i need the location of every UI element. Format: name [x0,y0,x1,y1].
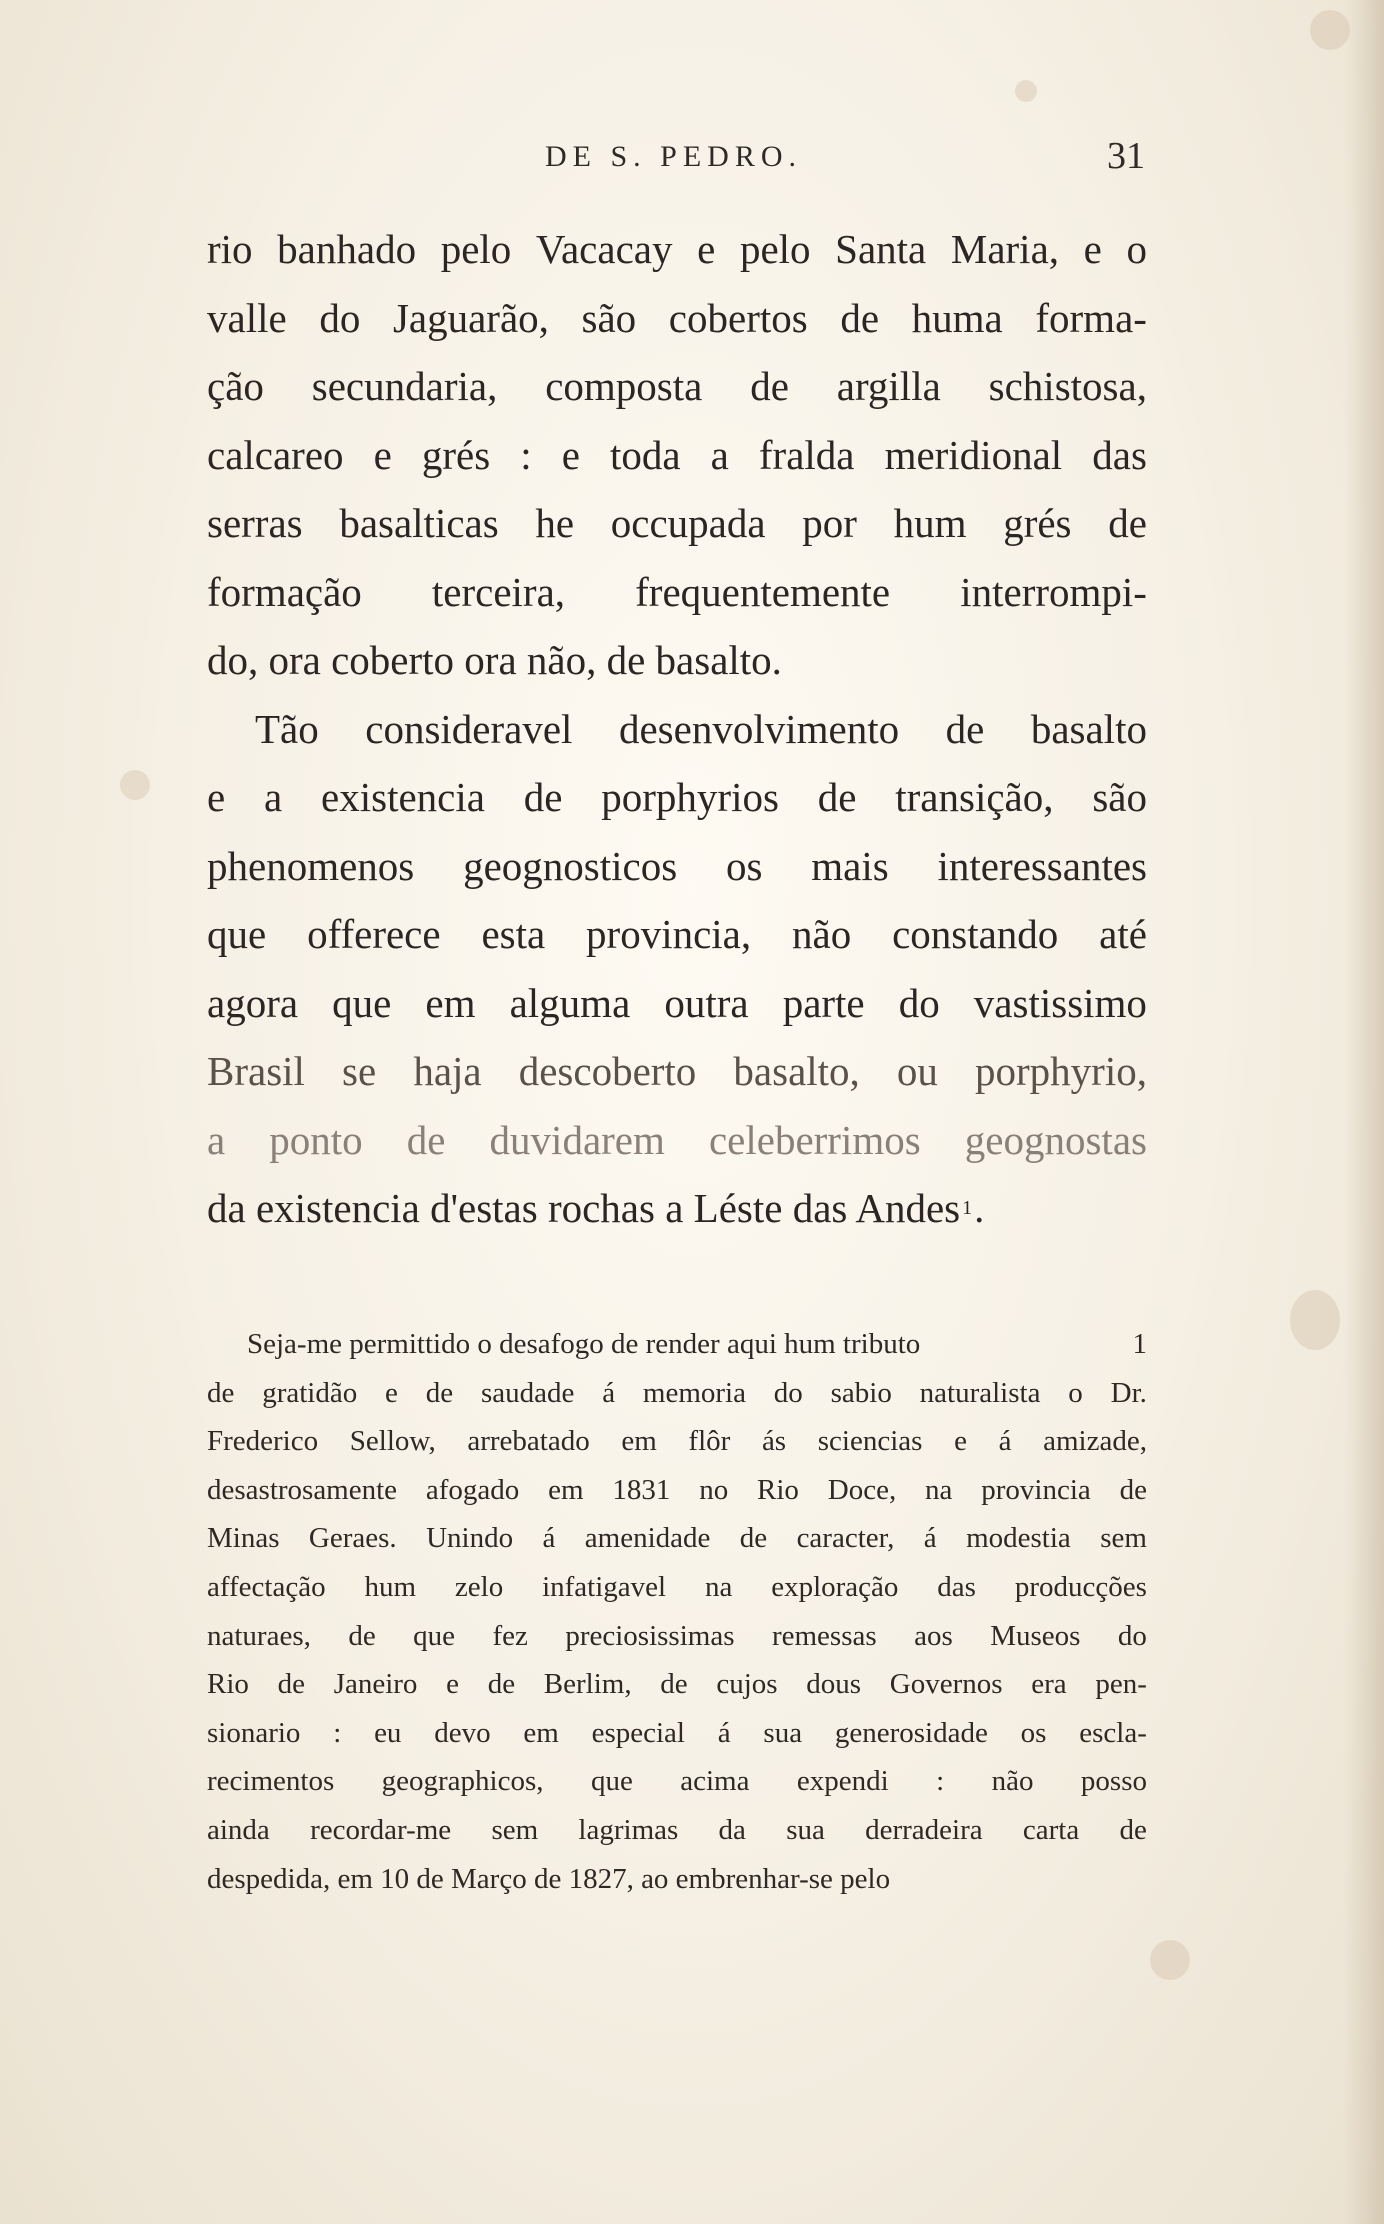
text-line: phenomenos geognosticos os mais interessantes [207,842,1147,889]
text-line: valle do Jaguarão, são cobertos de huma forma- [207,294,1147,341]
text-line: da existencia d'estas rochas a Léste das Andes 1 . [207,1174,1147,1243]
text-line: a ponto de duvidarem celeberrimos geognostas [207,1116,1147,1163]
text-line: agora que em alguma outra parte do vastissimo [207,979,1147,1026]
footnote-line: Frederico Sellow, arrebatado em flôr ás sciencias e á amizade, [207,1425,1147,1458]
foxing-spot [1310,10,1350,50]
footnote-reference: 1 [962,1197,973,1219]
text-line: Brasil se haja descoberto basalto, ou porphyrio, [207,1048,1147,1094]
text-line: ção secundaria, composta de argilla schistosa, [207,363,1147,409]
text-line: rio banhado pelo Vacacay e pelo Santa Maria, e o [207,226,1147,272]
text-line: calcareo e grés : e toda a fralda meridional das [207,431,1147,478]
text-line: Tão consideravel desenvolvimento de basalto [255,705,1147,752]
footnote-line: sionario : eu devo em especial á sua generosidade os escla- [207,1716,1147,1749]
footnote-line: naturaes, de que fez preciosissimas remessas aos Museos do [207,1619,1147,1652]
foxing-spot [120,770,150,800]
footnote-line: affectação hum zelo infatigavel na exploração das producções [207,1570,1147,1603]
text-line: do, ora coberto ora não, de basalto. [207,637,782,683]
footnote-line: ainda recordar-me sem lagrimas da sua derradeira carta de [207,1813,1147,1846]
footnote-line: de gratidão e de saudade á memoria do sabio naturalista o Dr. [207,1376,1147,1409]
text-line: serras basalticas he occupada por hum grés de [207,500,1147,546]
page-header [205,135,1145,190]
text-line: e a existencia de porphyrios de transição, são [207,774,1147,820]
footnote-block [207,1320,1147,1903]
running-head: DE S. PEDRO. [545,140,803,173]
footnote-line: Rio de Janeiro e de Berlim, de cujos dous Governos era pen- [207,1668,1147,1701]
foxing-spot [1015,80,1037,102]
page-number: 31 [1107,135,1145,177]
text-line: que offerece esta provincia, não constando até [207,911,1147,957]
footnote-line: Minas Geraes. Unindo á amenidade de caracter, á modestia sem [207,1522,1147,1555]
foxing-spot [1290,1290,1340,1350]
text-line: formação terceira, frequentemente interrompi- [207,568,1147,615]
footnote-line: Seja-me permittido o desafogo de render aqui hum tributo 1 [247,1328,1147,1360]
page-edge-shadow [1344,0,1384,2224]
main-text [207,215,1147,1243]
footnote-line: recimentos geographicos, que acima expendi : não posso [207,1765,1147,1798]
footnote-line: despedida, em 10 de Março de 1827, ao embrenhar-se pelo [207,1862,891,1895]
foxing-spot [1150,1940,1190,1980]
footnote-line: desastrosamente afogado em 1831 no Rio Doce, na provincia de [207,1473,1147,1506]
